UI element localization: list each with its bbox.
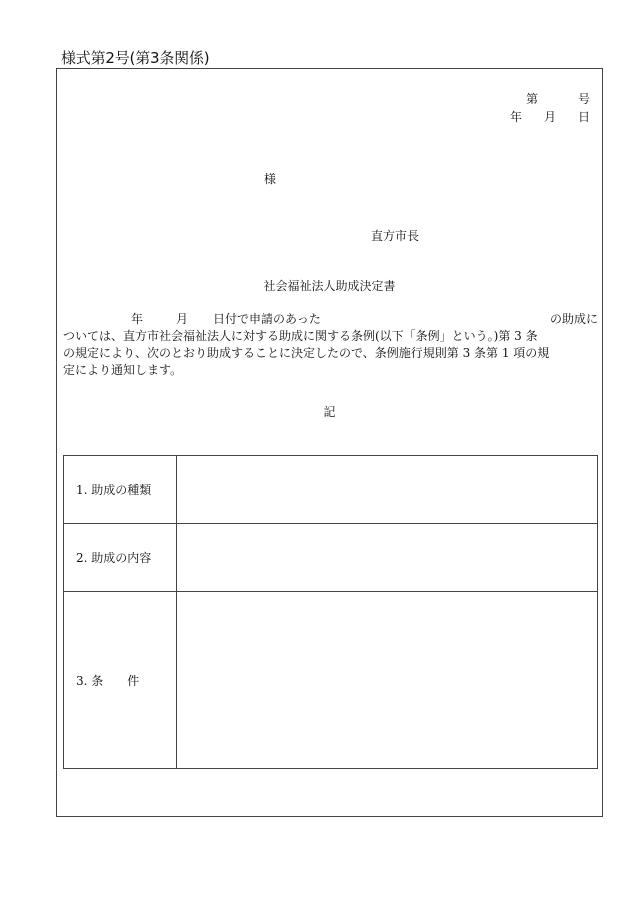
body-line-4: 定により通知します。 <box>63 363 183 377</box>
document-number-suffix: 号 <box>577 92 590 106</box>
details-table <box>63 455 598 769</box>
document-number <box>526 90 590 107</box>
document-frame <box>56 68 603 817</box>
document-title: 社会福祉法人助成決定書 <box>263 279 396 293</box>
document-date <box>510 108 590 125</box>
issuer: 直方市長 <box>371 229 420 243</box>
table-row <box>64 456 598 524</box>
table-row <box>64 592 598 769</box>
content-value <box>177 524 598 592</box>
conditions-value <box>177 592 598 769</box>
body-year: 年 <box>131 312 144 326</box>
body-month: 月 <box>176 312 189 326</box>
type-value <box>177 456 598 524</box>
body-text <box>63 311 598 379</box>
body-line-1-end: の助成に <box>549 312 598 326</box>
table-row <box>64 524 598 592</box>
date-month: 月 <box>543 110 556 124</box>
form-label: 様式第2号(第3条関係) <box>61 49 210 67</box>
date-year: 年 <box>509 110 522 124</box>
body-application-text: 日付で申請のあった <box>213 312 321 326</box>
body-line-3: の規定により、次のとおり助成することに決定したので、条例施行規則第 3 条第 1 項の規 <box>63 346 550 360</box>
date-day: 日 <box>577 110 590 124</box>
conditions-label: 3. 条 件 <box>64 592 177 769</box>
type-label: 1. 助成の種類 <box>64 456 177 524</box>
document-number-prefix: 第 <box>525 92 538 106</box>
body-line-1 <box>63 311 598 328</box>
content-label: 2. 助成の内容 <box>64 524 177 592</box>
ki-heading: 記 <box>323 405 336 419</box>
body-line-2: ついては、直方市社会福祉法人に対する助成に関する条例(以下「条例」という。)第 3 条 <box>63 329 538 343</box>
addressee: 様 <box>264 172 277 186</box>
